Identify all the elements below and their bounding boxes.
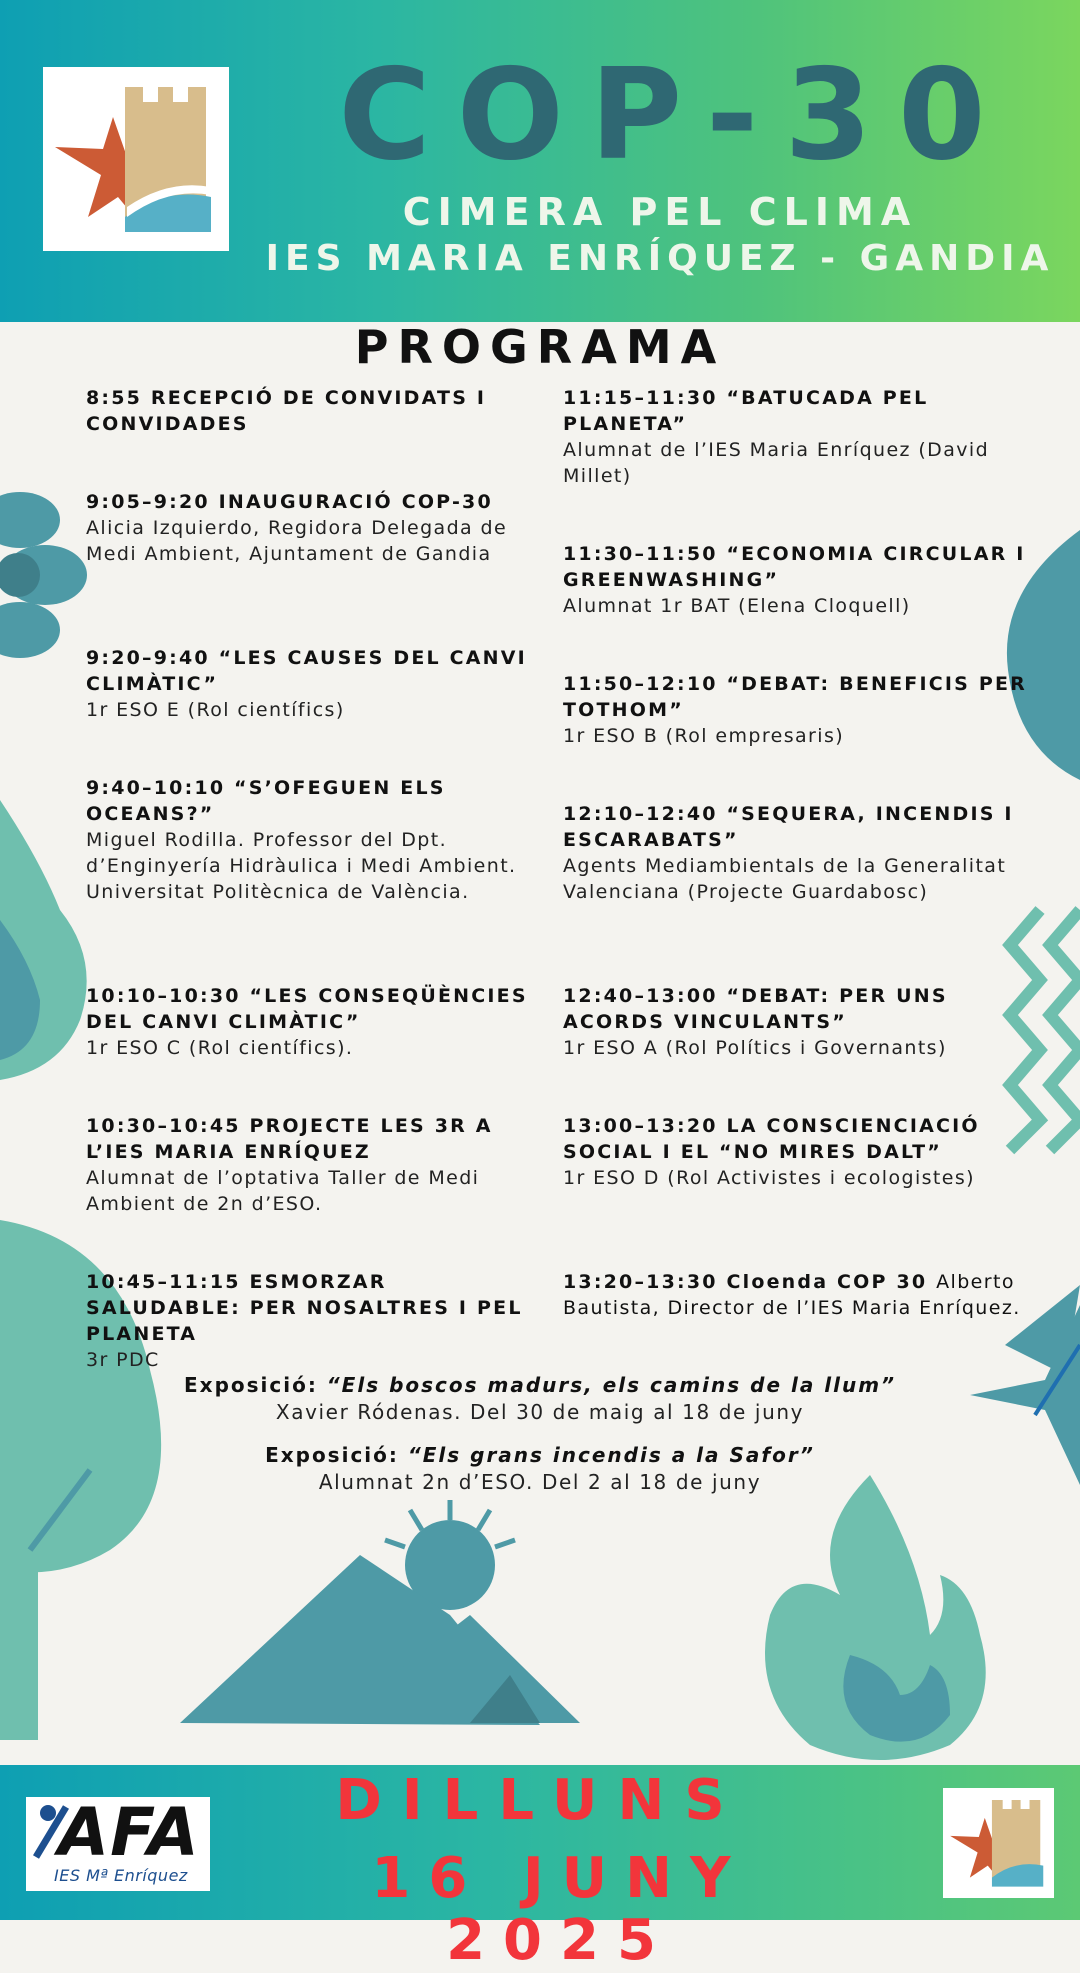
entry-description: Miguel Rodilla. Professor del Dpt. d’Enginyería Hidràulica i Medi Ambient. Universitat Politècnica de València.	[86, 829, 517, 903]
entry-time-title: 10:10–10:30 “LES CONSEQÜÈNCIES DEL CANVI CLIMÀTIC”	[86, 985, 528, 1033]
exhibition-title: “Els boscos madurs, els camins de la llum”	[326, 1373, 896, 1397]
program-entry	[86, 489, 536, 567]
entry-description: Alberto Bautista, Director de l’IES Maria Enríquez.	[563, 1271, 1021, 1319]
entry-description: Agents Mediambientals de la Generalitat Valenciana (Projecte Guardabosc)	[563, 855, 1007, 903]
entry-time-title: 13:00–13:20 LA CONSCIENCIACIÓ SOCIAL I EL “NO MIRES DALT”	[563, 1115, 980, 1163]
exhibition-1	[140, 1372, 940, 1426]
program-entry	[86, 983, 536, 1061]
exhibition-title-line	[140, 1372, 940, 1399]
program-entry	[563, 983, 1043, 1061]
fire-icon	[750, 1475, 1000, 1765]
afa-logo-subtitle: IES Mª Enríquez	[54, 1866, 188, 1885]
event-day: DILLUNS	[335, 1768, 745, 1833]
entry-description: Alicia Izquierdo, Regidora Delegada de Medi Ambient, Ajuntament de Gandia	[86, 517, 508, 565]
program-entry	[563, 541, 1043, 619]
program-entry	[86, 775, 536, 905]
entry-description: 1r ESO B (Rol empresaris)	[563, 725, 845, 747]
entry-time-title: 11:15–11:30 “BATUCADA PEL PLANETA”	[563, 387, 929, 435]
entry-time-title: 9:40–10:10 “S’OFEGUEN ELS OCEANS?”	[86, 777, 446, 825]
entry-time-title: 12:10–12:40 “SEQUERA, INCENDIS I ESCARABATS”	[563, 803, 1014, 851]
programa-heading: PROGRAMA	[354, 320, 726, 374]
afa-logo-text: AFA	[58, 1794, 200, 1871]
entry-time-title: 12:40–13:00 “DEBAT: PER UNS ACORDS VINCULANTS”	[563, 985, 948, 1033]
entry-time-title: 8:55 RECEPCIÓ DE CONVIDATS I CONVIDADES	[86, 387, 487, 435]
entry-description: 1r ESO D (Rol Activistes i ecologistes)	[563, 1167, 975, 1189]
program-entry	[563, 1269, 1043, 1321]
entry-description: Alumnat de l’IES Maria Enríquez (David Millet)	[563, 439, 990, 487]
entry-description: 1r ESO C (Rol científics).	[86, 1037, 354, 1059]
entry-time-title: 9:20–9:40 “LES CAUSES DEL CANVI CLIMÀTIC”	[86, 647, 527, 695]
event-date: 16 JUNY 2025	[371, 1846, 749, 1973]
entry-description: 1r ESO E (Rol científics)	[86, 699, 345, 721]
exhibition-label: Exposició:	[265, 1443, 408, 1467]
program-entry	[86, 1113, 536, 1217]
event-subtitle: CIMERA PEL CLIMA	[402, 190, 918, 234]
entry-description: 3r PDC	[86, 1349, 160, 1371]
school-logo	[43, 67, 229, 251]
entry-description: Alumnat de l’optativa Taller de Medi Ambient de 2n d’ESO.	[86, 1167, 480, 1215]
program-entry	[563, 1113, 1043, 1191]
program-entry	[86, 645, 536, 723]
entry-time-title: 10:45–11:15 ESMORZAR SALUDABLE: PER NOSALTRES I PEL PLANETA	[86, 1271, 523, 1345]
exhibition-label: Exposició:	[184, 1373, 327, 1397]
entry-time-title	[563, 1269, 1043, 1321]
entry-description: 1r ESO A (Rol Polítics i Governants)	[563, 1037, 947, 1059]
program-entry	[563, 385, 1043, 489]
entry-time-title: 10:30–10:45 PROJECTE LES 3R A L’IES MARIA ENRÍQUEZ	[86, 1115, 493, 1163]
entry-description: Alumnat 1r BAT (Elena Cloquell)	[563, 595, 911, 617]
castle-star-icon	[43, 67, 229, 251]
entry-time-title: 11:30–11:50 “ECONOMIA CIRCULAR I GREENWASHING”	[563, 543, 1026, 591]
flower-icon	[0, 480, 90, 670]
exhibition-2	[140, 1442, 940, 1496]
exhibition-title-line	[140, 1442, 940, 1469]
program-entry	[563, 801, 1043, 905]
entry-time-title: 9:05–9:20 INAUGURACIÓ COP-30	[86, 491, 493, 513]
mountain-sun-icon	[180, 1495, 630, 1730]
event-title: COP-30	[338, 41, 1012, 188]
program-entry	[86, 1269, 536, 1373]
exhibition-title: “Els grans incendis a la Safor”	[407, 1443, 815, 1467]
school-name: IES MARIA ENRÍQUEZ - GANDIA	[265, 238, 1055, 279]
entry-time-title: 11:50–12:10 “DEBAT: BENEFICIS PER TOTHOM”	[563, 673, 1027, 721]
exhibition-description: Xavier Ródenas. Del 30 de maig al 18 de juny	[275, 1400, 805, 1424]
castle-star-icon	[943, 1788, 1054, 1898]
entry-title-text: 13:20–13:30 Cloenda COP 30	[563, 1271, 928, 1293]
program-entry	[86, 385, 536, 437]
program-entry	[563, 671, 1043, 749]
exhibition-description: Alumnat 2n d’ESO. Del 2 al 18 de juny	[318, 1470, 762, 1494]
school-logo-small	[943, 1788, 1054, 1898]
